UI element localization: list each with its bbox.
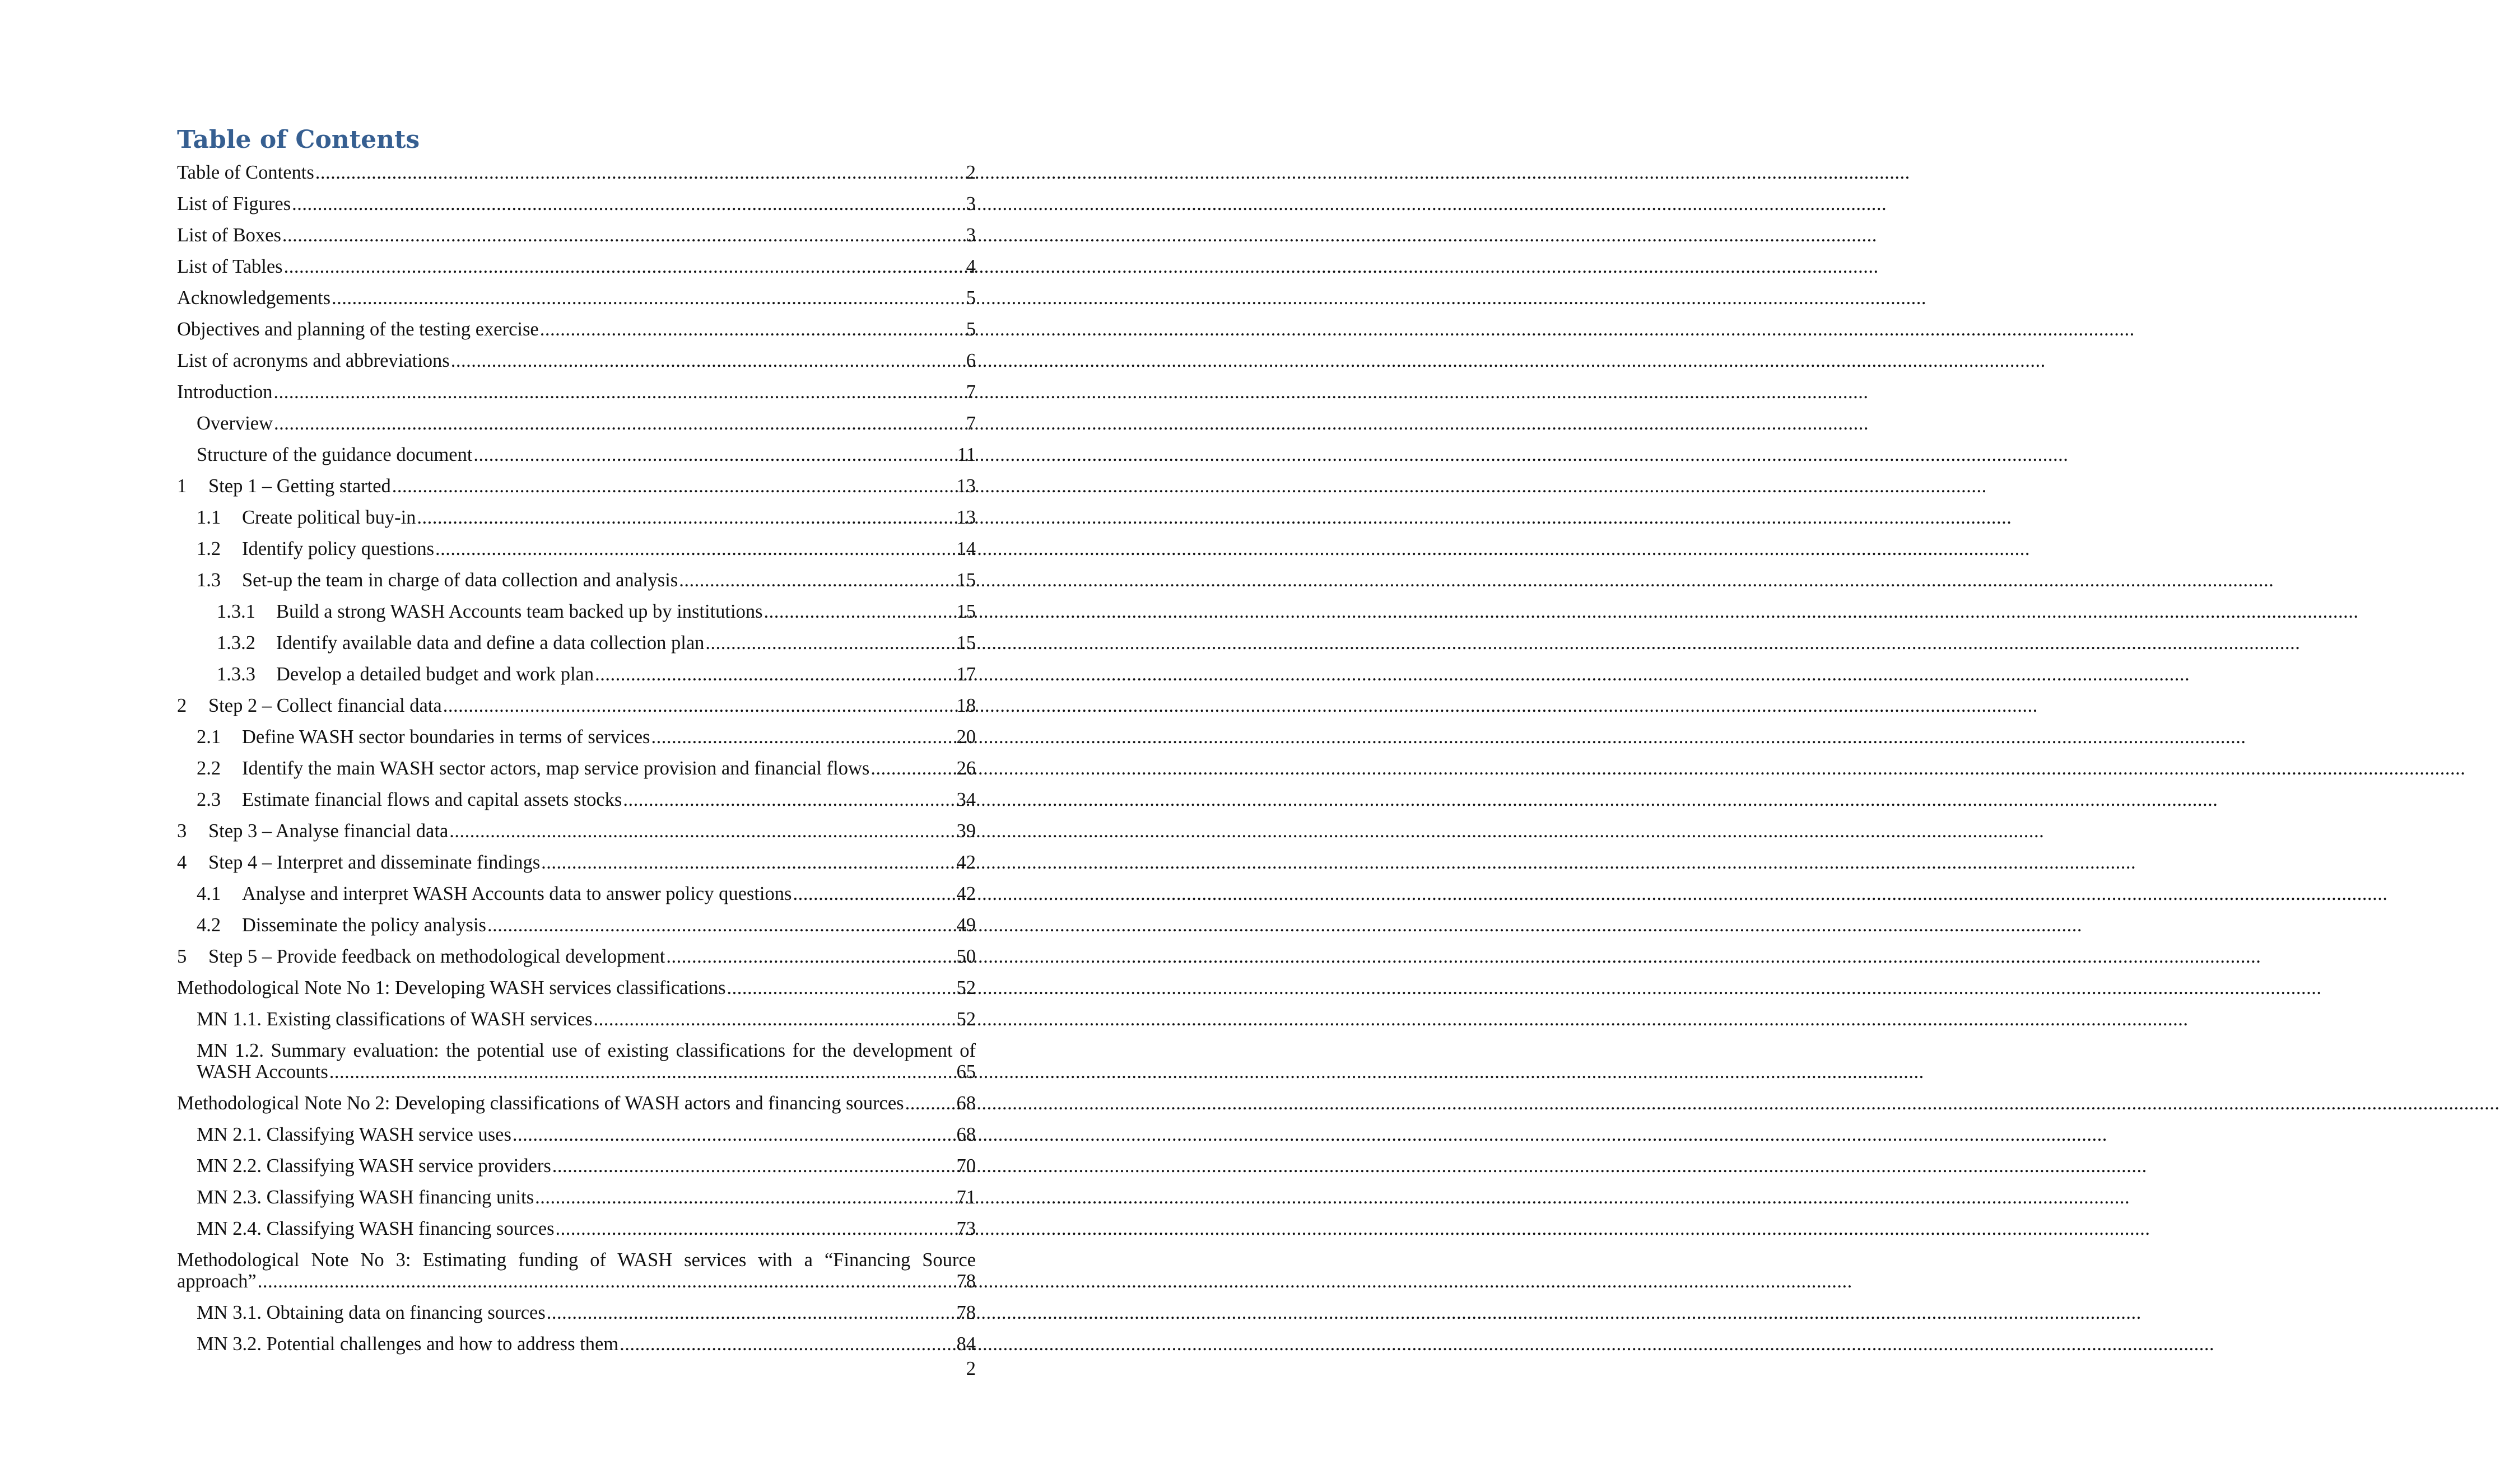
toc-entry-page: 4 (966, 256, 976, 277)
leader-dots (623, 784, 954, 815)
table-of-contents (177, 124, 976, 1360)
toc-entry[interactable] (177, 188, 976, 220)
toc-entry-title: Identify policy questions (242, 538, 435, 559)
toc-entry-title: Step 1 – Getting started (208, 475, 391, 497)
toc-entry[interactable] (177, 1182, 976, 1213)
leader-dots (540, 314, 962, 345)
leader-dots (552, 1150, 955, 1182)
toc-entry-number: 2.3 (197, 789, 221, 810)
toc-entry-page: 2 (966, 162, 976, 183)
toc-entry-title-line2: approach” (177, 1271, 257, 1292)
toc-entry-title: Step 2 – Collect financial data (208, 695, 442, 716)
toc-entry-page: 26 (956, 758, 976, 779)
page-number: 2 (966, 1358, 976, 1379)
toc-entry-page: 18 (956, 695, 976, 716)
leader-dots (449, 815, 954, 847)
toc-entry-number: 2 (177, 695, 187, 716)
leader-dots (651, 721, 954, 753)
toc-entry-title: MN 2.2. Classifying WASH service providers (197, 1155, 551, 1177)
toc-entry-title: Step 4 – Interpret and disseminate findings (208, 852, 541, 873)
toc-entry-number: 4.1 (197, 883, 221, 904)
toc-entry-number: 1.3.3 (217, 664, 255, 685)
toc-entry-page: 65 (956, 1061, 976, 1082)
toc-entry-title: MN 2.1. Classifying WASH service uses (197, 1124, 511, 1145)
toc-entry-page: 7 (966, 413, 976, 434)
toc-entry-title: List of Tables (177, 256, 283, 277)
leader-dots (595, 659, 954, 690)
document-page (0, 0, 1147, 1484)
leader-dots (594, 1004, 955, 1035)
toc-entry-number: 3 (177, 820, 187, 842)
toc-entry-page: 49 (956, 914, 976, 936)
leader-dots (417, 502, 954, 533)
leader-dots (487, 909, 955, 941)
toc-entry-title: Analyse and interpret WASH Accounts data to answer policy questions (242, 883, 792, 904)
toc-entry[interactable] (177, 1088, 976, 1119)
toc-entry-page: 42 (956, 883, 976, 904)
toc-entry[interactable] (177, 502, 976, 533)
leader-dots (535, 1182, 954, 1213)
toc-entry-page: 15 (956, 601, 976, 622)
leader-dots (392, 470, 955, 502)
toc-entry-number: 1.3 (197, 570, 221, 591)
toc-entry-title: Identify the main WASH sector actors, map service provision and financial flows (242, 758, 870, 779)
leader-dots (443, 690, 955, 721)
toc-entry-title: MN 3.2. Potential challenges and how to address them (197, 1333, 619, 1355)
toc-entry[interactable] (177, 627, 976, 659)
toc-entry[interactable] (177, 376, 976, 408)
toc-entry-title: Create political buy-in (242, 507, 416, 528)
leader-dots (905, 1088, 955, 1119)
leader-dots (547, 1297, 955, 1328)
toc-entry[interactable] (177, 408, 976, 439)
toc-entry-title: Acknowledgements (177, 287, 331, 309)
toc-entry-title: Build a strong WASH Accounts team backed up by institutions (276, 601, 763, 622)
toc-entry[interactable] (177, 847, 976, 878)
leader-dots (620, 1328, 954, 1360)
toc-entry-title: MN 1.1. Existing classifications of WASH services (197, 1009, 593, 1030)
toc-entry-number: 1.3.1 (217, 601, 255, 622)
leader-dots (435, 533, 954, 564)
toc-entry-page: 73 (956, 1218, 976, 1239)
toc-entry-page: 84 (956, 1333, 976, 1355)
leader-dots (315, 157, 962, 188)
leader-dots (282, 220, 962, 251)
toc-list (177, 1297, 976, 1360)
toc-entry-title: MN 2.3. Classifying WASH financing units (197, 1187, 534, 1208)
leader-dots (727, 972, 955, 1004)
toc-entry-page: 71 (956, 1187, 976, 1208)
toc-entry-page: 11 (957, 444, 976, 465)
leader-dots (705, 627, 954, 659)
toc-entry-wrapped[interactable] (177, 1035, 976, 1088)
toc-entry-number: 2.1 (197, 726, 221, 748)
toc-entry[interactable] (177, 345, 976, 376)
toc-entry-title-line2: WASH Accounts (197, 1061, 328, 1082)
toc-entry-title: Structure of the guidance document (197, 444, 473, 465)
toc-entry-title: Step 5 – Provide feedback on methodological development (208, 946, 665, 967)
toc-entry-page: 39 (956, 820, 976, 842)
toc-entry-page: 14 (956, 538, 976, 559)
leader-dots (793, 878, 954, 909)
toc-entry[interactable] (177, 909, 976, 941)
toc-entry-page: 68 (956, 1124, 976, 1145)
toc-entry[interactable] (177, 1297, 976, 1328)
toc-entry-title: List of Figures (177, 193, 291, 214)
toc-entry-wrapped[interactable] (177, 1244, 976, 1297)
toc-entry[interactable] (177, 941, 976, 972)
toc-entry[interactable] (177, 314, 976, 345)
toc-entry[interactable] (177, 596, 976, 627)
toc-entry-number: 1 (177, 475, 187, 497)
toc-entry-number: 5 (177, 946, 187, 967)
toc-entry[interactable] (177, 784, 976, 815)
leader-dots (292, 188, 962, 220)
toc-entry-title: Disseminate the policy analysis (242, 914, 486, 936)
toc-entry-page: 5 (966, 319, 976, 340)
toc-entry-page: 5 (966, 287, 976, 309)
toc-entry[interactable] (177, 815, 976, 847)
toc-entry-title: Estimate financial flows and capital assets stocks (242, 789, 622, 810)
toc-entry-title-line1: MN 1.2. Summary evaluation: the potential use of existing classifications for the development of (197, 1040, 976, 1061)
toc-entry[interactable] (177, 220, 976, 251)
toc-entry-title: Introduction (177, 381, 273, 403)
toc-entry-page: 15 (956, 570, 976, 591)
toc-entry[interactable] (177, 251, 976, 282)
toc-entry-page: 78 (956, 1271, 976, 1292)
toc-entry-title: MN 2.4. Classifying WASH financing sources (197, 1218, 555, 1239)
toc-list (177, 157, 976, 1035)
toc-entry-number: 2.2 (197, 758, 221, 779)
toc-entry-page: 52 (956, 977, 976, 998)
toc-entry[interactable] (177, 1213, 976, 1244)
toc-entry-title-line1: Methodological Note No 3: Estimating funding of WASH services with a “Financing Source (177, 1249, 976, 1271)
toc-entry[interactable] (177, 753, 976, 784)
toc-entry-number: 1.3.2 (217, 632, 255, 654)
toc-entry-title: List of acronyms and abbreviations (177, 350, 450, 371)
leader-dots (332, 282, 962, 314)
toc-entry-page: 3 (966, 225, 976, 246)
toc-entry-page: 78 (956, 1302, 976, 1323)
leader-dots (556, 1213, 955, 1244)
toc-entry[interactable] (177, 1004, 976, 1035)
leader-dots (764, 596, 955, 627)
toc-entry-title: MN 3.1. Obtaining data on financing sources (197, 1302, 546, 1323)
toc-entry-title: Define WASH sector boundaries in terms of services (242, 726, 650, 748)
toc-entry[interactable] (177, 721, 976, 753)
toc-entry-page: 7 (966, 381, 976, 403)
toc-entry-page: 6 (966, 350, 976, 371)
toc-entry[interactable] (177, 533, 976, 564)
toc-heading: Table of Contents (177, 125, 420, 154)
leader-dots (870, 753, 954, 784)
toc-entry-title: Overview (197, 413, 273, 434)
toc-entry[interactable] (177, 439, 976, 470)
leader-dots (329, 1061, 955, 1082)
toc-entry-title: List of Boxes (177, 225, 281, 246)
toc-entry-page: 50 (956, 946, 976, 967)
toc-entry-page: 52 (956, 1009, 976, 1030)
toc-entry-title: Methodological Note No 2: Developing classifications of WASH actors and financing sources (177, 1093, 904, 1114)
leader-dots (473, 439, 955, 470)
toc-entry[interactable] (177, 282, 976, 314)
toc-entry-page: 20 (956, 726, 976, 748)
toc-entry-title: Objectives and planning of the testing exercise (177, 319, 539, 340)
toc-entry-page: 3 (966, 193, 976, 214)
toc-entry-number: 4.2 (197, 914, 221, 936)
leader-dots (541, 847, 954, 878)
toc-entry-page: 13 (956, 507, 976, 528)
toc-entry-page: 70 (956, 1155, 976, 1177)
toc-list (177, 1088, 976, 1244)
leader-dots (284, 251, 962, 282)
toc-entry[interactable] (177, 690, 976, 721)
leader-dots (258, 1271, 955, 1292)
toc-entry[interactable] (177, 1150, 976, 1182)
leader-dots (451, 345, 962, 376)
toc-entry-page: 13 (956, 475, 976, 497)
toc-entry[interactable] (177, 659, 976, 690)
toc-entry-page: 17 (956, 664, 976, 685)
toc-entry[interactable] (177, 470, 976, 502)
toc-entry-number: 4 (177, 852, 187, 873)
toc-entry-page: 15 (956, 632, 976, 654)
toc-entry-title: Identify available data and define a data collection plan (276, 632, 705, 654)
toc-entry[interactable] (177, 878, 976, 909)
toc-entry-title: Table of Contents (177, 162, 314, 183)
toc-entry[interactable] (177, 157, 976, 188)
toc-entry-number: 1.2 (197, 538, 221, 559)
leader-dots (666, 941, 954, 972)
toc-entry-title: Set-up the team in charge of data collection and analysis (242, 570, 678, 591)
toc-entry-title: Methodological Note No 1: Developing WASH services classifications (177, 977, 726, 998)
leader-dots (274, 376, 962, 408)
toc-entry-page: 68 (956, 1093, 976, 1114)
toc-entry-number: 1.1 (197, 507, 221, 528)
toc-entry-page: 42 (956, 852, 976, 873)
toc-entry[interactable] (177, 1119, 976, 1150)
toc-entry[interactable] (177, 972, 976, 1004)
toc-entry-title: Develop a detailed budget and work plan (276, 664, 594, 685)
leader-dots (274, 408, 962, 439)
leader-dots (679, 564, 954, 596)
toc-entry[interactable] (177, 1328, 976, 1360)
toc-entry[interactable] (177, 564, 976, 596)
leader-dots (513, 1119, 955, 1150)
toc-entry-page: 34 (956, 789, 976, 810)
toc-entry-title: Step 3 – Analyse financial data (208, 820, 449, 842)
